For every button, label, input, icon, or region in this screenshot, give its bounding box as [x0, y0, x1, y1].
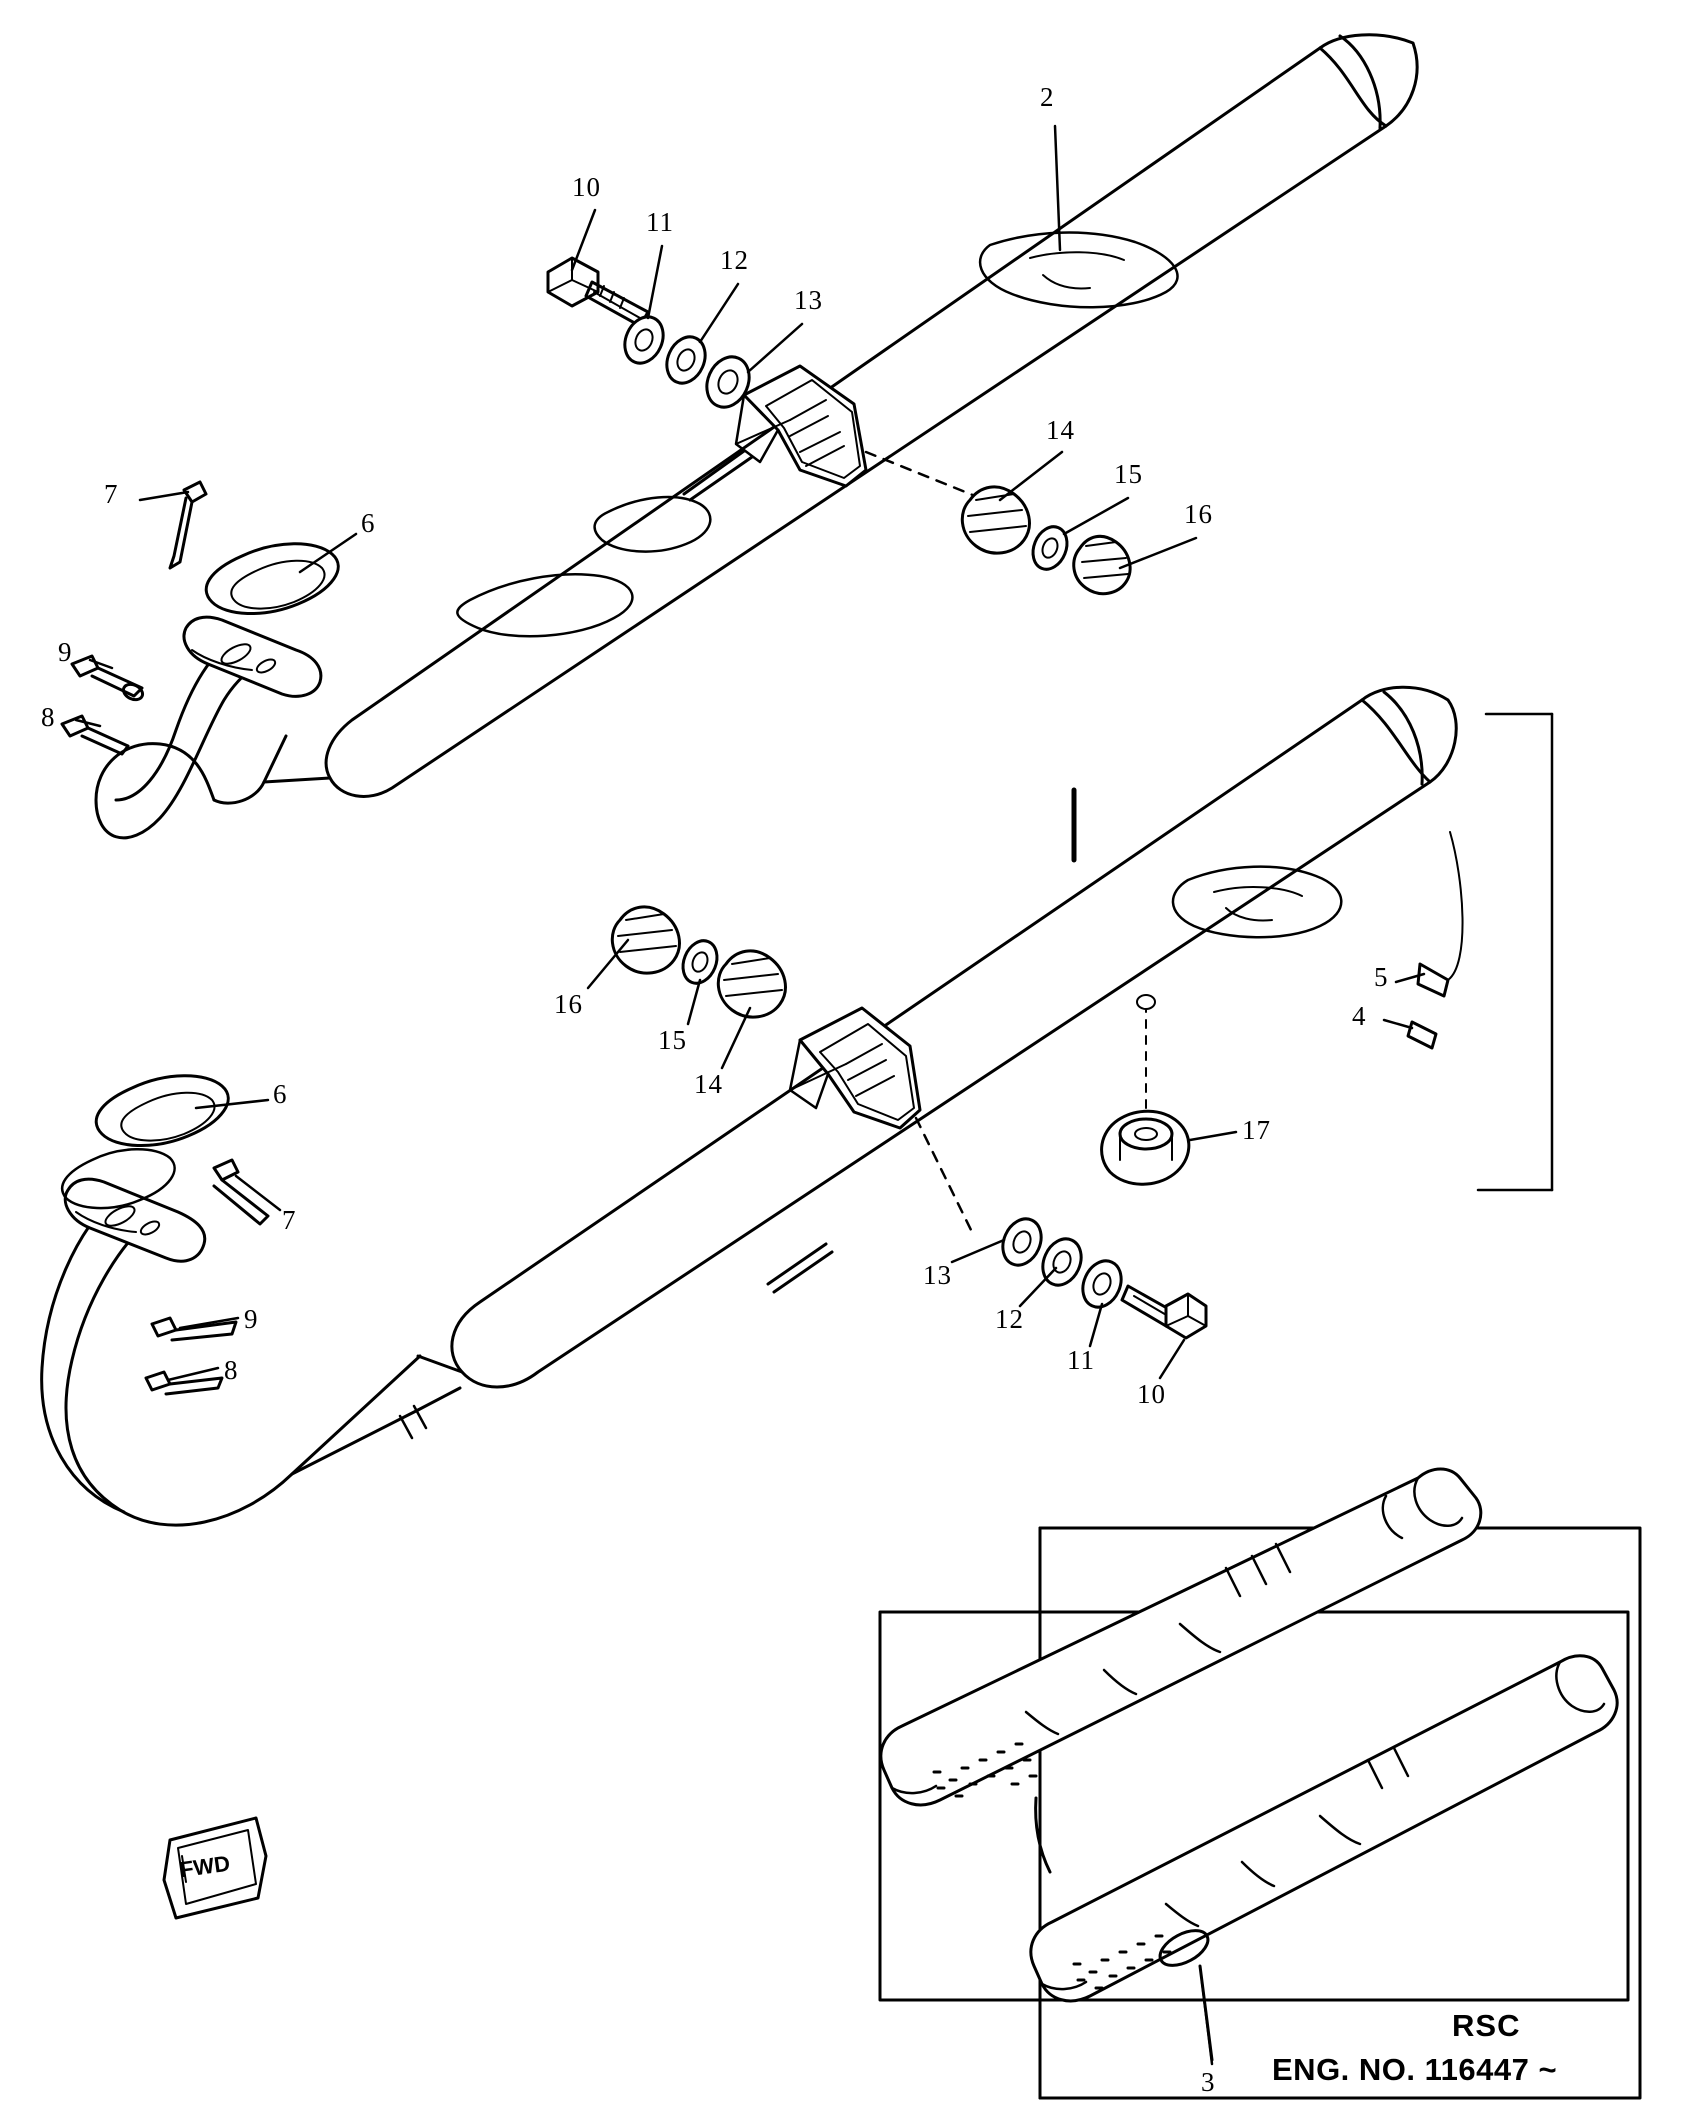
callout-10-top: 10: [572, 172, 601, 202]
callout-11-bottom: 11: [1067, 1345, 1095, 1375]
callout-16-bottom: 16: [554, 989, 583, 1019]
callout-7-bottom: 7: [282, 1205, 297, 1235]
engine-number-note: ENG. NO. 116447 ~: [1272, 2052, 1558, 2087]
callout-9-top: 9: [58, 637, 73, 667]
callout-13-bottom: 13: [923, 1260, 952, 1290]
callout-8-bottom: 8: [224, 1355, 239, 1385]
callout-7-top: 7: [104, 479, 119, 509]
callout-4-bottom: 4: [1352, 1001, 1367, 1031]
callout-17: 17: [1242, 1115, 1271, 1145]
callout-15-top: 15: [1114, 459, 1143, 489]
model-note: RSC: [1452, 2008, 1521, 2043]
callout-6-top: 6: [361, 508, 376, 538]
callout-16-top: 16: [1184, 499, 1213, 529]
callout-5-bottom: 5: [1374, 962, 1389, 992]
callout-14-bottom: 14: [694, 1069, 723, 1099]
callout-15-bottom: 15: [658, 1025, 687, 1055]
callout-3: 3: [1201, 2067, 1216, 2097]
callout-2: 2: [1040, 82, 1055, 112]
callout-13-top: 13: [794, 285, 823, 315]
fwd-arrow-label: FWD: [178, 1850, 232, 1883]
callout-8-top: 8: [41, 702, 56, 732]
callout-14-top: 14: [1046, 415, 1075, 445]
callout-10-bottom: 10: [1137, 1379, 1166, 1409]
callout-12-top: 12: [720, 245, 749, 275]
callout-6-bottom: 6: [273, 1079, 288, 1109]
callout-12-bottom: 12: [995, 1304, 1024, 1334]
callout-9-bottom: 9: [244, 1304, 259, 1334]
callout-11-top: 11: [646, 207, 674, 237]
